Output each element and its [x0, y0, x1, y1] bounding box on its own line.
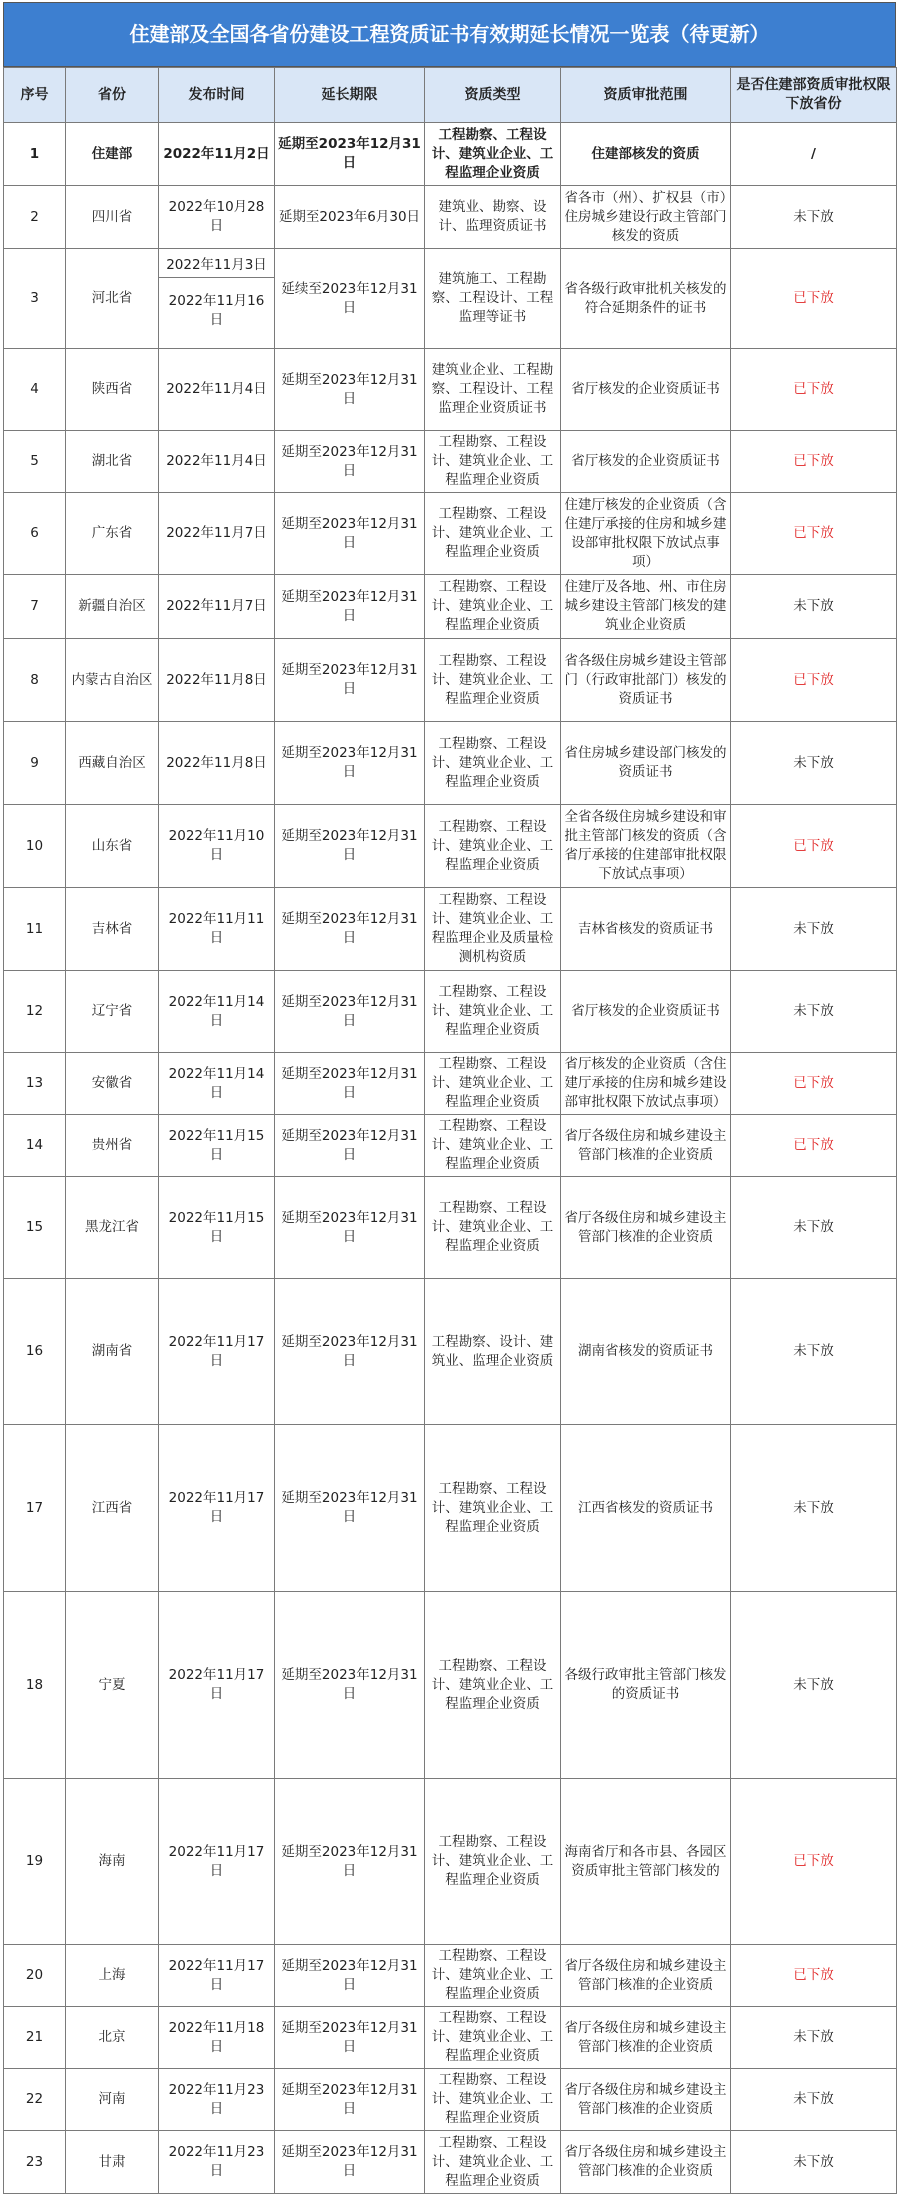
cell-status: 未下放 [731, 2007, 897, 2069]
cell-no: 18 [4, 1592, 66, 1779]
col-header-scope: 资质审批范围 [561, 68, 731, 123]
cell-status: 未下放 [731, 971, 897, 1053]
cell-type: 工程勘察、工程设计、建筑业企业、工程监理企业资质 [425, 722, 561, 805]
header-row [4, 68, 897, 123]
cell-type: 工程勘察、工程设计、建筑业企业、工程监理企业资质 [425, 2069, 561, 2131]
table-row [4, 249, 897, 349]
cell-province: 广东省 [66, 493, 159, 575]
extension-table [3, 67, 897, 2194]
cell-no: 19 [4, 1779, 66, 1945]
cell-no: 11 [4, 888, 66, 971]
col-header-type: 资质类型 [425, 68, 561, 123]
cell-type: 工程勘察、工程设计、建筑业企业、工程监理企业资质 [425, 1945, 561, 2007]
cell-status: 未下放 [731, 1425, 897, 1592]
cell-status: 已下放 [731, 249, 897, 349]
cell-no: 6 [4, 493, 66, 575]
cell-date: 2022年11月11日 [159, 888, 275, 971]
cell-status: 未下放 [731, 2131, 897, 2194]
cell-status: 未下放 [731, 1279, 897, 1425]
cell-no: 23 [4, 2131, 66, 2194]
cell-status: 已下放 [731, 805, 897, 888]
cell-term: 延续至2023年12月31日 [275, 249, 425, 349]
cell-date: 2022年11月17日 [159, 1945, 275, 2007]
cell-status: 未下放 [731, 1177, 897, 1279]
cell-scope: 住建部核发的资质 [561, 123, 731, 186]
cell-term: 延期至2023年12月31日 [275, 1779, 425, 1945]
cell-status: 未下放 [731, 888, 897, 971]
cell-province: 内蒙古自治区 [66, 639, 159, 722]
cell-no: 2 [4, 186, 66, 249]
cell-type: 工程勘察、工程设计、建筑业企业、工程监理企业资质 [425, 1779, 561, 1945]
cell-status: 已下放 [731, 639, 897, 722]
cell-date: 2022年11月3日 [159, 254, 274, 278]
cell-province: 河南 [66, 2069, 159, 2131]
cell-scope: 省各级住房城乡建设主管部门（行政审批部门）核发的资质证书 [561, 639, 731, 722]
cell-term: 延期至2023年12月31日 [275, 349, 425, 431]
cell-no: 21 [4, 2007, 66, 2069]
cell-status: 未下放 [731, 722, 897, 805]
cell-province: 黑龙江省 [66, 1177, 159, 1279]
cell-type: 工程勘察、工程设计、建筑业企业、工程监理企业资质 [425, 639, 561, 722]
cell-status: / [731, 123, 897, 186]
table-row [4, 493, 897, 575]
cell-date: 2022年11月4日 [159, 349, 275, 431]
cell-term: 延期至2023年12月31日 [275, 1053, 425, 1115]
cell-status: 已下放 [731, 1115, 897, 1177]
cell-type: 工程勘察、工程设计、建筑业企业、工程监理企业资质 [425, 2007, 561, 2069]
cell-province: 北京 [66, 2007, 159, 2069]
cell-term: 延期至2023年12月31日 [275, 1279, 425, 1425]
cell-scope: 住建厅及各地、州、市住房城乡建设主管部门核发的建筑业企业资质 [561, 575, 731, 639]
cell-scope: 省厅核发的企业资质（含住建厅承接的住房和城乡建设部审批权限下放试点事项） [561, 1053, 731, 1115]
cell-no: 13 [4, 1053, 66, 1115]
cell-term: 延期至2023年12月31日 [275, 639, 425, 722]
cell-type: 工程勘察、工程设计、建筑业企业、工程监理企业资质 [425, 431, 561, 493]
cell-province: 上海 [66, 1945, 159, 2007]
cell-scope: 全省各级住房城乡建设和审批主管部门核发的资质（含省厅承接的住建部审批权限下放试点事项） [561, 805, 731, 888]
cell-date: 2022年11月14日 [159, 1053, 275, 1115]
cell-term: 延期至2023年12月31日 [275, 888, 425, 971]
cell-type: 建筑业企业、工程勘察、工程设计、工程监理企业资质证书 [425, 349, 561, 431]
cell-date: 2022年10月28日 [159, 186, 275, 249]
col-header-date: 发布时间 [159, 68, 275, 123]
cell-term: 延期至2023年12月31日 [275, 1425, 425, 1592]
cell-date: 2022年11月15日 [159, 1115, 275, 1177]
cell-type: 工程勘察、工程设计、建筑业企业、工程监理企业资质 [425, 1425, 561, 1592]
cell-date: 2022年11月8日 [159, 722, 275, 805]
cell-term: 延期至2023年12月31日 [275, 1115, 425, 1177]
table-row [4, 1592, 897, 1779]
cell-date: 2022年11月17日 [159, 1592, 275, 1779]
cell-province: 贵州省 [66, 1115, 159, 1177]
cell-date: 2022年11月10日 [159, 805, 275, 888]
cell-status: 已下放 [731, 1779, 897, 1945]
cell-type: 工程勘察、工程设计、建筑业企业、工程监理企业资质 [425, 123, 561, 186]
cell-date-2: 2022年11月16日 [168, 292, 265, 328]
table-row [4, 971, 897, 1053]
cell-province: 西藏自治区 [66, 722, 159, 805]
col-header-no: 序号 [4, 68, 66, 123]
cell-scope: 省厅各级住房和城乡建设主管部门核准的企业资质 [561, 2131, 731, 2194]
cell-province: 河北省 [66, 249, 159, 349]
cell-date: 2022年11月14日 [159, 971, 275, 1053]
cell-term: 延期至2023年12月31日 [275, 805, 425, 888]
cell-date: 2022年11月17日 [159, 1425, 275, 1592]
cell-no: 8 [4, 639, 66, 722]
cell-scope: 省厅核发的企业资质证书 [561, 349, 731, 431]
cell-status: 未下放 [731, 186, 897, 249]
cell-scope: 江西省核发的资质证书 [561, 1425, 731, 1592]
cell-term: 延期至2023年12月31日 [275, 971, 425, 1053]
cell-date: 2022年11月7日 [159, 493, 275, 575]
cell-term: 延期至2023年12月31日 [275, 2131, 425, 2194]
cell-term: 延期至2023年12月31日 [275, 722, 425, 805]
cell-term: 延期至2023年12月31日 [275, 431, 425, 493]
cell-type: 工程勘察、工程设计、建筑业企业、工程监理企业资质 [425, 575, 561, 639]
cell-no: 9 [4, 722, 66, 805]
cell-no: 7 [4, 575, 66, 639]
cell-no: 15 [4, 1177, 66, 1279]
cell-status: 未下放 [731, 2069, 897, 2131]
cell-scope: 省厅各级住房和城乡建设主管部门核准的企业资质 [561, 2069, 731, 2131]
cell-scope: 省住房城乡建设部门核发的资质证书 [561, 722, 731, 805]
cell-term: 延期至2023年12月31日 [275, 2069, 425, 2131]
cell-date: 2022年11月8日 [159, 639, 275, 722]
cell-no: 14 [4, 1115, 66, 1177]
cell-date: 2022年11月23日 [159, 2069, 275, 2131]
cell-status: 已下放 [731, 1053, 897, 1115]
cell-term: 延期至2023年12月31日 [275, 1177, 425, 1279]
cell-term: 延期至2023年12月31日 [275, 575, 425, 639]
cell-scope: 省厅各级住房和城乡建设主管部门核准的企业资质 [561, 2007, 731, 2069]
cell-no: 1 [4, 123, 66, 186]
cell-scope: 省厅各级住房和城乡建设主管部门核准的企业资质 [561, 1177, 731, 1279]
table-row [4, 1279, 897, 1425]
cell-status: 已下放 [731, 431, 897, 493]
cell-no: 3 [4, 249, 66, 349]
table-row [4, 575, 897, 639]
cell-scope: 省厅各级住房和城乡建设主管部门核准的企业资质 [561, 1945, 731, 2007]
cell-province: 辽宁省 [66, 971, 159, 1053]
cell-date: 2022年11月15日 [159, 1177, 275, 1279]
table-row [4, 805, 897, 888]
cell-type: 建筑业、勘察、设计、监理资质证书 [425, 186, 561, 249]
cell-term: 延期至2023年12月31日 [275, 123, 425, 186]
cell-type: 工程勘察、工程设计、建筑业企业、工程监理企业资质 [425, 493, 561, 575]
table-row [4, 888, 897, 971]
table-row [4, 639, 897, 722]
table-row [4, 2069, 897, 2131]
cell-province: 山东省 [66, 805, 159, 888]
cell-type: 工程勘察、工程设计、建筑业企业、工程监理企业及质量检测机构资质 [425, 888, 561, 971]
table-wrapper [3, 2, 896, 2194]
cell-province: 江西省 [66, 1425, 159, 1592]
cell-province: 湖北省 [66, 431, 159, 493]
cell-scope: 住建厅核发的企业资质（含住建厅承接的住房和城乡建设部审批权限下放试点事项） [561, 493, 731, 575]
table-row [4, 1945, 897, 2007]
cell-status: 已下放 [731, 349, 897, 431]
cell-no: 4 [4, 349, 66, 431]
cell-term: 延期至2023年12月31日 [275, 1945, 425, 2007]
table-row [4, 2131, 897, 2194]
cell-term: 延期至2023年12月31日 [275, 1592, 425, 1779]
cell-province: 住建部 [66, 123, 159, 186]
table-row [4, 123, 897, 186]
cell-province: 陕西省 [66, 349, 159, 431]
cell-scope: 海南省厅和各市县、各园区资质审批主管部门核发的 [561, 1779, 731, 1945]
cell-scope: 省厅核发的企业资质证书 [561, 971, 731, 1053]
cell-date: 2022年11月2日 [159, 123, 275, 186]
cell-scope: 省各级行政审批机关核发的符合延期条件的证书 [561, 249, 731, 349]
cell-date: 2022年11月17日 [159, 1279, 275, 1425]
table-row [4, 1425, 897, 1592]
table-row [4, 2007, 897, 2069]
cell-province: 新疆自治区 [66, 575, 159, 639]
cell-scope: 吉林省核发的资质证书 [561, 888, 731, 971]
cell-date: 2022年11月7日 [159, 575, 275, 639]
cell-no: 12 [4, 971, 66, 1053]
cell-date: 2022年11月18日 [159, 2007, 275, 2069]
col-header-status: 是否住建部资质审批权限下放省份 [731, 68, 897, 123]
cell-term: 延期至2023年12月31日 [275, 493, 425, 575]
table-row [4, 1177, 897, 1279]
cell-term: 延期至2023年6月30日 [275, 186, 425, 249]
cell-province: 吉林省 [66, 888, 159, 971]
cell-date-split [159, 249, 275, 349]
cell-type: 工程勘察、工程设计、建筑业企业、工程监理企业资质 [425, 971, 561, 1053]
cell-type: 工程勘察、工程设计、建筑业企业、工程监理企业资质 [425, 805, 561, 888]
cell-type: 工程勘察、工程设计、建筑业企业、工程监理企业资质 [425, 1115, 561, 1177]
cell-term: 延期至2023年12月31日 [275, 2007, 425, 2069]
cell-province: 四川省 [66, 186, 159, 249]
cell-type: 工程勘察、工程设计、建筑业企业、工程监理企业资质 [425, 1592, 561, 1779]
cell-scope: 省各市（州）、扩权县（市）住房城乡建设行政主管部门核发的资质 [561, 186, 731, 249]
cell-no: 22 [4, 2069, 66, 2131]
cell-status: 已下放 [731, 1945, 897, 2007]
cell-province: 甘肃 [66, 2131, 159, 2194]
cell-scope: 省厅各级住房和城乡建设主管部门核准的企业资质 [561, 1115, 731, 1177]
table-row [4, 722, 897, 805]
table-title: 住建部及全国各省份建设工程资质证书有效期延长情况一览表（待更新） [3, 2, 896, 67]
cell-status: 已下放 [731, 493, 897, 575]
cell-no: 5 [4, 431, 66, 493]
cell-date: 2022年11月4日 [159, 431, 275, 493]
cell-scope: 省厅核发的企业资质证书 [561, 431, 731, 493]
cell-province: 宁夏 [66, 1592, 159, 1779]
cell-scope: 湖南省核发的资质证书 [561, 1279, 731, 1425]
cell-no: 20 [4, 1945, 66, 2007]
cell-type: 工程勘察、工程设计、建筑业企业、工程监理企业资质 [425, 2131, 561, 2194]
table-row [4, 1779, 897, 1945]
table-row [4, 349, 897, 431]
table-row [4, 431, 897, 493]
cell-date: 2022年11月17日 [159, 1779, 275, 1945]
cell-type: 工程勘察、工程设计、建筑业企业、工程监理企业资质 [425, 1177, 561, 1279]
cell-date: 2022年11月23日 [159, 2131, 275, 2194]
cell-no: 10 [4, 805, 66, 888]
cell-no: 17 [4, 1425, 66, 1592]
cell-no: 16 [4, 1279, 66, 1425]
cell-status: 未下放 [731, 575, 897, 639]
cell-type: 工程勘察、设计、建筑业、监理企业资质 [425, 1279, 561, 1425]
table-row [4, 1053, 897, 1115]
cell-type: 建筑施工、工程勘察、工程设计、工程监理等证书 [425, 249, 561, 349]
cell-province: 安徽省 [66, 1053, 159, 1115]
table-row [4, 186, 897, 249]
cell-status: 未下放 [731, 1592, 897, 1779]
cell-province: 海南 [66, 1779, 159, 1945]
cell-province: 湖南省 [66, 1279, 159, 1425]
col-header-province: 省份 [66, 68, 159, 123]
cell-type: 工程勘察、工程设计、建筑业企业、工程监理企业资质 [425, 1053, 561, 1115]
col-header-term: 延长期限 [275, 68, 425, 123]
cell-scope: 各级行政审批主管部门核发的资质证书 [561, 1592, 731, 1779]
table-row [4, 1115, 897, 1177]
